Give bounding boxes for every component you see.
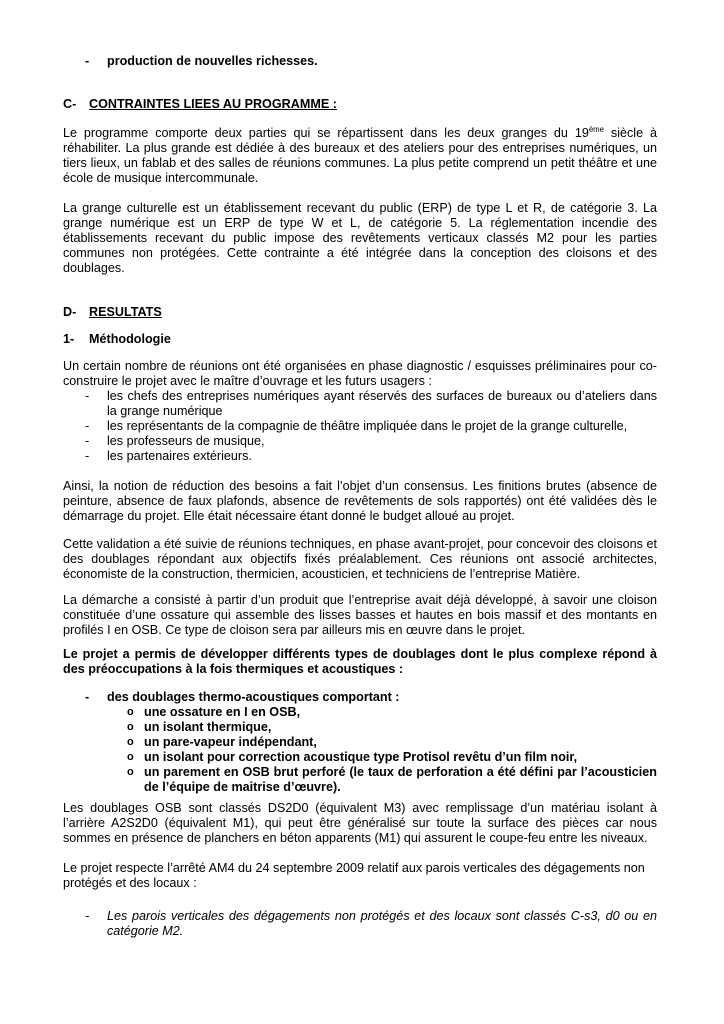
section-title: CONTRAINTES LIEES AU PROGRAMME : bbox=[89, 97, 337, 111]
dash-bullet: - bbox=[85, 434, 90, 448]
subsection-title: Méthodologie bbox=[89, 332, 171, 346]
list-item-text: les chefs des entreprises numériques ayant réservés des surfaces de bureaux ou d’ateliers dans la grange numérique bbox=[107, 389, 657, 418]
usagers-list bbox=[63, 389, 657, 464]
paragraph-programme bbox=[63, 126, 657, 186]
section-heading-resultats bbox=[63, 305, 657, 320]
paragraph-validation: Cette validation a été suivie de réunions techniques, en phase avant-projet, pour concevoir des cloisons et des doublages répondant aux objectifs fixés préalablement. Ces réunions ont associé architectes, économiste de la construction, thermicien, acousticien, et techniciens de l’entreprise Matière. bbox=[63, 537, 657, 581]
list-item bbox=[63, 389, 657, 419]
section-heading-contraintes bbox=[63, 97, 657, 112]
subsection-number: 1- bbox=[63, 332, 75, 346]
dash-bullet: - bbox=[85, 419, 90, 433]
dash-bullet: - bbox=[85, 54, 90, 68]
list-item-text: production de nouvelles richesses. bbox=[107, 54, 318, 68]
paragraph-arrete: Le projet respecte l’arrêté AM4 du 24 septembre 2009 relatif aux parois verticales des dégagements non protégés et des locaux : bbox=[63, 861, 645, 890]
list-item bbox=[63, 449, 657, 464]
list-item-parois bbox=[63, 909, 657, 939]
paragraph-demarche: La démarche a consisté à partir d’un produit que l’entreprise avait déjà développé, à savoir une cloison constituée d’une ossature qui assemble des lisses basses et hautes en bois massif et des montants en profilés I en OSB. Ce type de cloison sera par ailleurs mis en œuvre dans le projet. bbox=[63, 593, 657, 637]
paragraph-doublages-intro: Le projet a permis de développer différents types de doublages dont le plus complexe répond à des préoccupations à la fois thermiques et acoustiques : bbox=[63, 647, 657, 676]
sub-list-item-text: un parement en OSB brut perforé (le taux de perforation a été défini par l’acousticien de l’équipe de maitrise d’œuvre). bbox=[144, 765, 657, 794]
list-item-text: les représentants de la compagnie de théâtre impliquée dans le projet de la grange culturelle, bbox=[107, 419, 628, 433]
circle-bullet: o bbox=[127, 766, 134, 778]
circle-bullet: o bbox=[127, 736, 134, 748]
sub-list-item bbox=[63, 765, 657, 795]
paragraph-ainsi: Ainsi, la notion de réduction des besoins a fait l’objet d’un consensus. Les finitions brutes (absence de peinture, absence de faux plafonds, absence de revêtements de sols rapportés) ont été validées dès le démarrage du projet. Elle était nécessaire étant donné le budget alloué au projet. bbox=[63, 479, 657, 523]
circle-bullet: o bbox=[127, 706, 134, 718]
paragraph-erp: La grange culturelle est un établissement recevant du public (ERP) de type L et R, de catégorie 3. La grange numérique est un ERP de type W et L, de catégorie 5. La réglementation incendie des établissements recevant du public impose des revêtements verticaux classés M2 pour les parties communes non protégées. Cette contrainte a été intégrée dans la conception des cloisons et des doublages. bbox=[63, 201, 657, 275]
paragraph-text: Le programme comporte deux parties qui se répartissent dans les deux granges du 19 bbox=[63, 126, 589, 140]
sub-list-item-text: un pare-vapeur indépendant, bbox=[144, 735, 317, 749]
sub-list-item bbox=[63, 750, 657, 765]
sub-list-item bbox=[63, 735, 657, 750]
circle-bullet: o bbox=[127, 721, 134, 733]
list-item-text: des doublages thermo-acoustiques comportant : bbox=[107, 690, 400, 704]
section-letter: D- bbox=[63, 305, 77, 319]
list-item bbox=[63, 434, 657, 449]
section-letter: C- bbox=[63, 97, 77, 111]
doublages-list bbox=[63, 690, 657, 795]
sub-list-item-text: un isolant pour correction acoustique type Protisol revêtu d’un film noir, bbox=[144, 750, 578, 764]
list-item bbox=[63, 419, 657, 434]
dash-bullet: - bbox=[85, 909, 90, 923]
list-item-text: les partenaires extérieurs. bbox=[107, 449, 252, 463]
paragraph-reunions: Un certain nombre de réunions ont été organisées en phase diagnostic / esquisses préliminaires pour co-construire le projet avec le maître d’ouvrage et les futurs usagers : bbox=[63, 359, 657, 388]
sub-list-item-text: un isolant thermique, bbox=[144, 720, 272, 734]
list-item-text: les professeurs de musique, bbox=[107, 434, 265, 448]
paragraph-text: siècle à réhabiliter. La plus grande est dédiée à des bureaux et des ateliers pour des entreprises numériques, un tiers lieux, un fablab et des salles de réunions communes. La plus petite comprend un petit théâtre et une école de musique intercommunale. bbox=[63, 126, 657, 185]
circle-bullet: o bbox=[127, 751, 134, 763]
dash-bullet: - bbox=[85, 449, 90, 463]
list-item-richesses bbox=[63, 54, 657, 69]
subsection-heading-methodologie bbox=[63, 332, 657, 347]
paragraph-classement: Les doublages OSB sont classés DS2D0 (équivalent M3) avec remplissage d’un matériau isolant à l’arrière A2S2D0 (équivalent M1), qui peut être généralisé sur toute la surface des pièces car nous sommes en présence de planchers en béton apparents (M1) qui assurent le coupe-feu entre les niveaux. bbox=[63, 801, 657, 845]
superscript-eme: ème bbox=[588, 124, 604, 134]
dash-bullet: - bbox=[85, 389, 90, 403]
sub-list-item bbox=[63, 720, 657, 735]
sub-list-item bbox=[63, 705, 657, 720]
dash-bullet: - bbox=[85, 690, 90, 704]
list-item-text: Les parois verticales des dégagements non protégés et des locaux sont classés C-s3, d0 ou en catégorie M2. bbox=[107, 909, 657, 938]
section-title: RESULTATS bbox=[89, 305, 162, 319]
list-item-doublages-title bbox=[63, 690, 657, 705]
sub-list-item-text: une ossature en I en OSB, bbox=[144, 705, 301, 719]
